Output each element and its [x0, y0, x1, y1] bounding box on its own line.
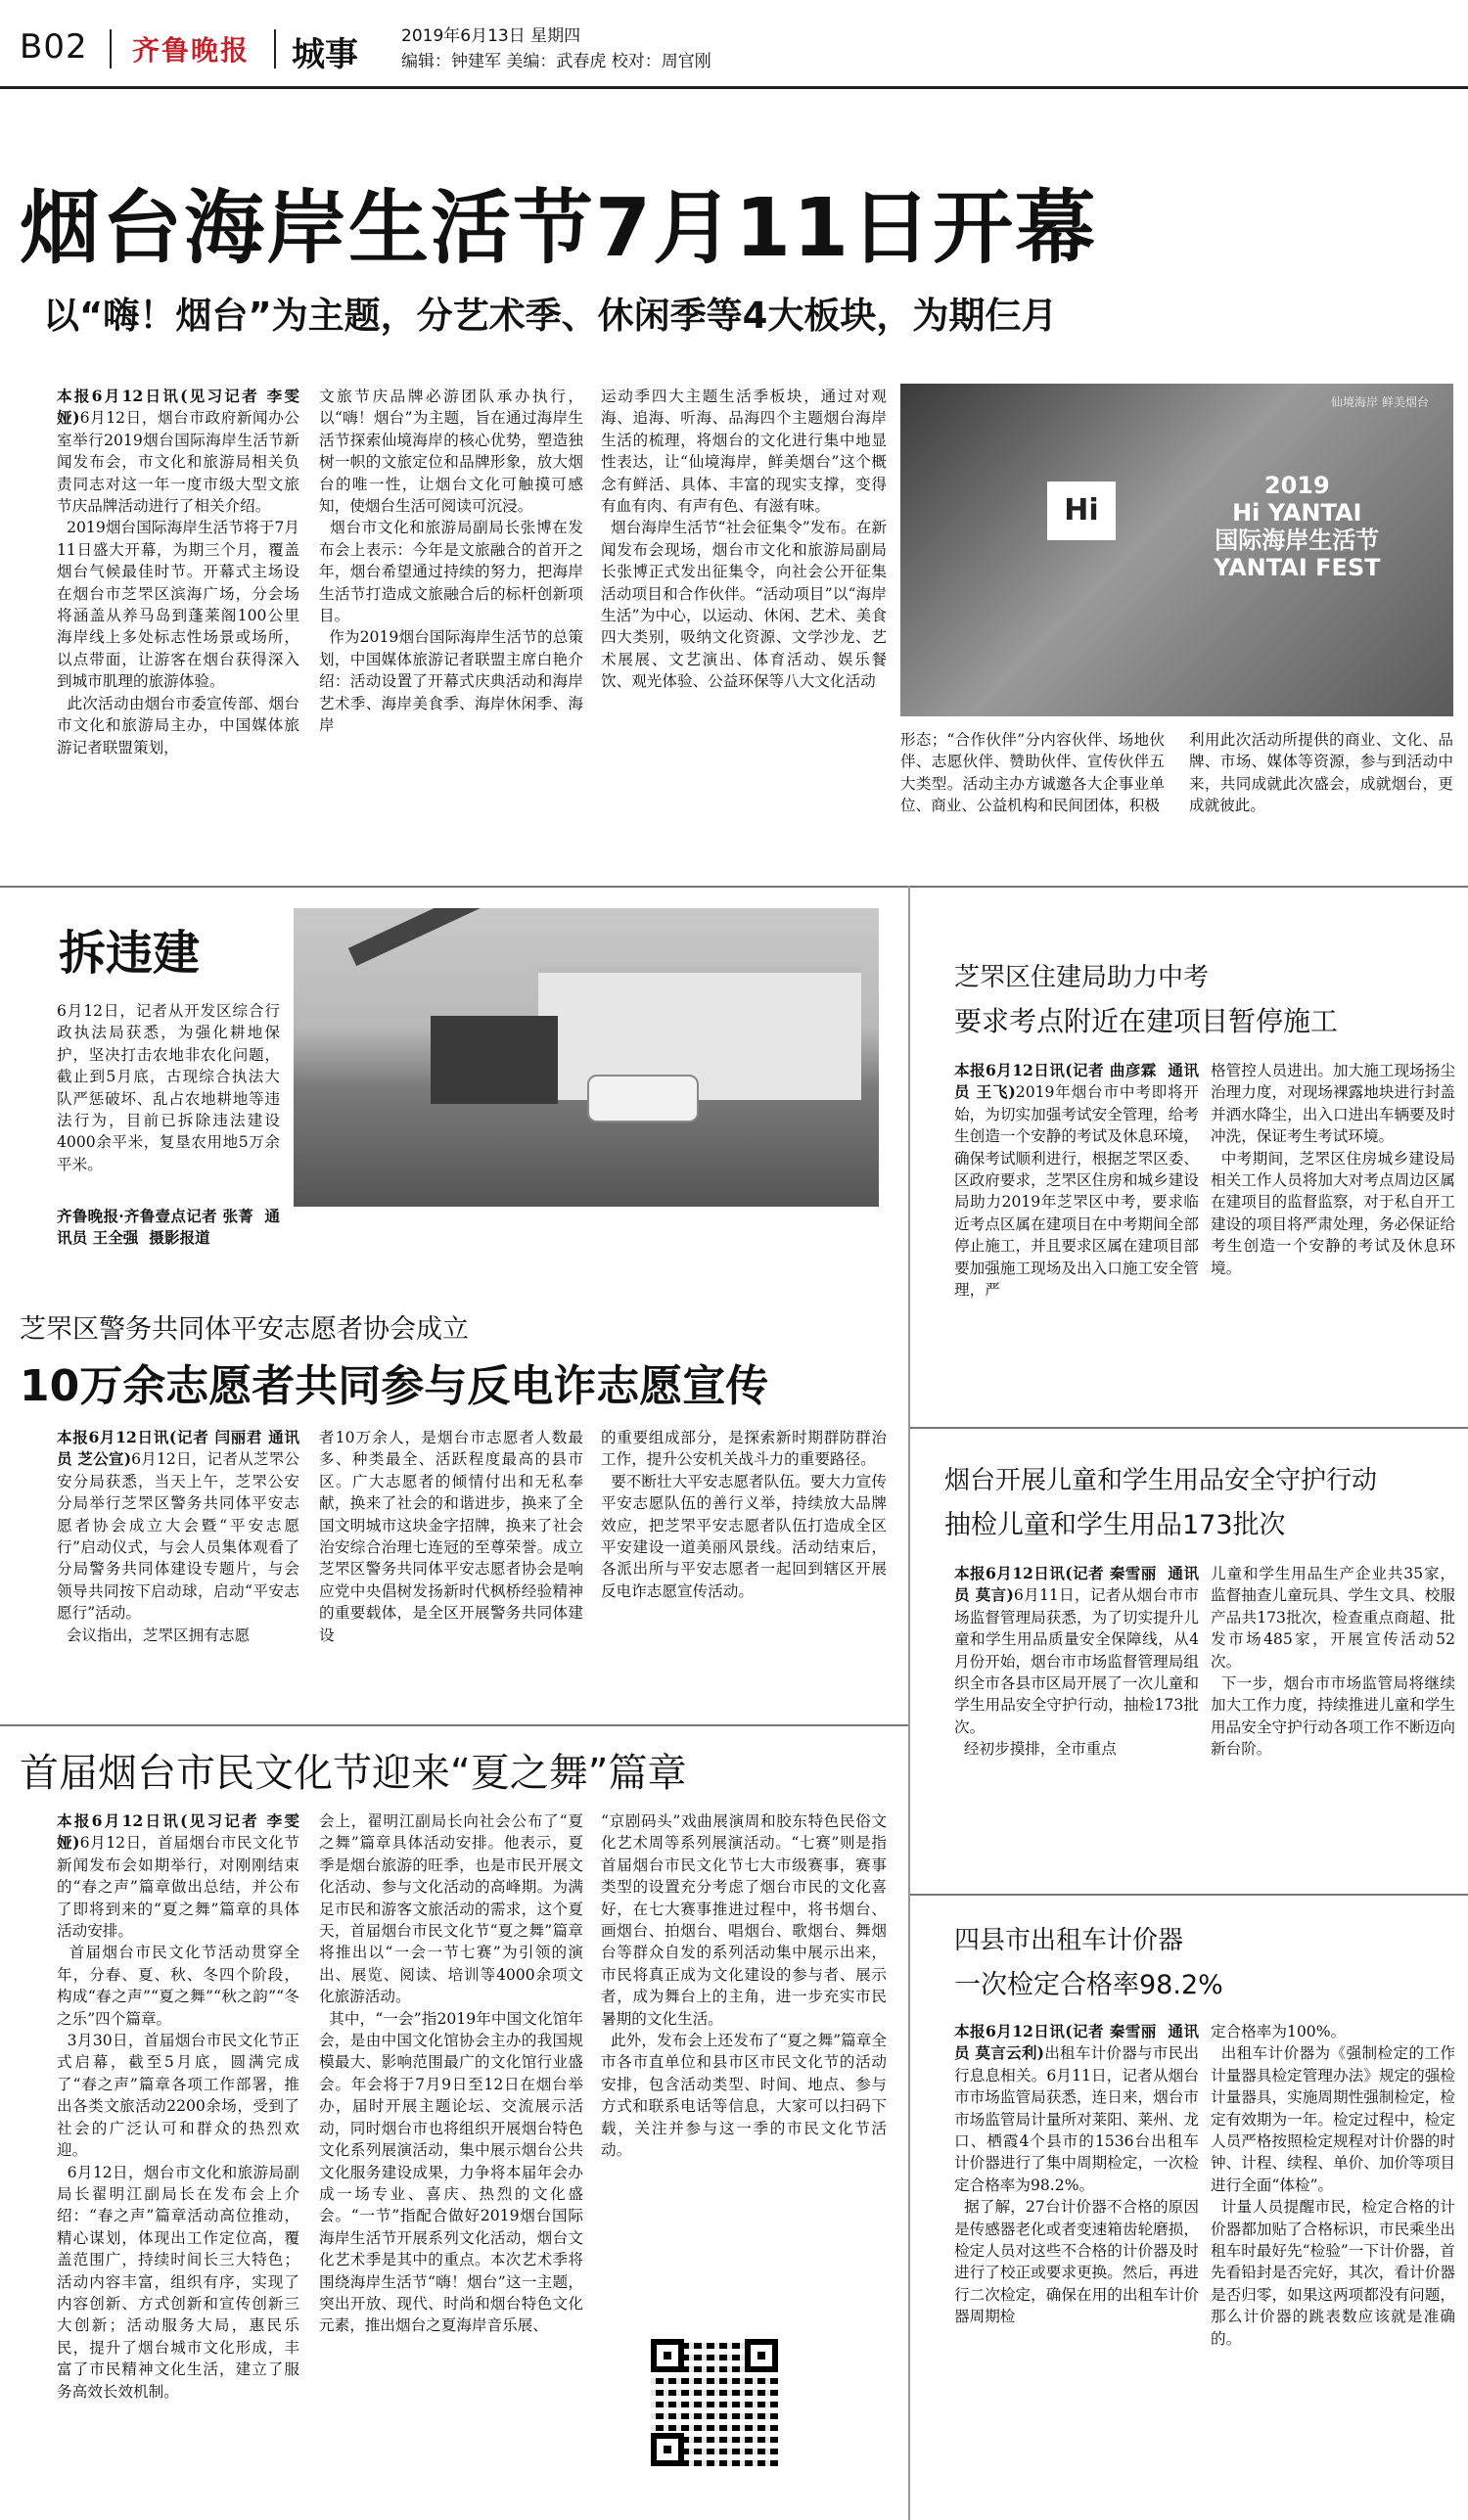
exam-column-2: 格管控人员进出。加大施工现场扬尘治理力度，对现场裸露地块进行封盖并洒水降尘，出入口进出车辆要及时冲洗，保证考生考试环境。 中考期间，芝罘区住房城乡建设局相关工作人员将加大对考点周边区属在建项目的监督监察，对于私自开工建设的项目将严肃处理，务必保证给考生创造一个安静的考试及休息环境。: [1211, 1062, 1455, 1277]
exam-column-1: [954, 1060, 1199, 1402]
qr-finder: [745, 2339, 778, 2372]
section-rule: [0, 886, 1468, 888]
culture-headline: 首届烟台市民文化节迎来“夏之舞”篇章: [20, 1751, 687, 1796]
lead-text-1: 6月12日，烟台市政府新闻办公室举行2019烟台国际海岸生活节新闻发布会，市文化和旅游局相关负责同志对这一年一度市级大型文旅节庆品牌活动进行了相关介绍。 2019烟台国际海岸生活节将于7月11日盛大开幕，为期三个月，覆盖烟台气候最佳时节。开幕式主场设在烟台市芝罘区滨海广场，分会场将涵盖从养马岛到蓬莱阁100公里海岸线上多处标志性场景或场所，以点带面，让游客在烟台获得深入到城市肌理的旅游体验。 此次活动由烟台市委宣传部、烟台市文化和旅游局主办，中国媒体旅游记者联盟策划，: [57, 409, 299, 756]
demolish-body: 6月12日，记者从开发区综合行政执法局获悉，为强化耕地保护，坚决打击农地非农化问题，截止到5月底，古现综合执法大队严惩破坏、乱占农地耕地等违法行为，目前已拆除违法建设4000余平米，复垦农用地5万余平米。: [57, 1002, 280, 1173]
culture-text-1: 6月12日，首届烟台市民文化节新闻发布会如期举行，对刚刚结束的“春之声”篇章做出总结，并公布了即将到来的“夏之舞”篇章的具体活动安排。 首届烟台市民文化节活动贯穿全年，分春、夏、秋、冬四个阶段，构成“春之声”“夏之舞”“秋之韵”“冬之乐”四个篇章。 3月30日，首届烟台市民文化节正式启幕，截至5月底，圆满完成了“春之声”篇章各项工作部署，推出各类文旅活动2200余场，受到了社会的广泛认可和群众的热烈欢迎。 6月12日，烟台市文化和旅游局副局长翟明江副局长在发布会上介绍：“春之声”篇章活动高位推动，精心谋划，体现出工作定位高，覆盖范围广，持续时间长三大特色；活动内容丰富，组织有序，实现了内容创新、方式创新和宣传创新三大创新；活动服务大局，惠民乐民，提升了烟台城市文化形成，丰富了市民精神文化生活，建立了服务高效长效机制。: [57, 1834, 299, 2401]
taxi-headline-1: 四县市出租车计价器: [954, 1926, 1184, 1955]
taxi-column-1: [954, 2021, 1199, 2510]
safety-column-1: [954, 1563, 1199, 1905]
section-rule: [910, 1427, 1468, 1429]
volunteer-kicker: 芝罘区警务共同体平安志愿者协会成立: [20, 1314, 469, 1345]
column-rule: [908, 886, 910, 2520]
section-rule: [910, 1894, 1468, 1896]
culture-column-3: “京剧码头”戏曲展演周和胶东特色民俗文化艺术周等系列展演活动。“七赛”则是指首届烟台市民文化节七大市级赛事，赛事类型的设置充分考虑了烟台市民的文化喜好，在七大赛事推进过程中，将书烟台、画烟台、拍烟台、唱烟台、歌烟台、舞烟台等群众自发的系列活动集中展示出来，市民将真正成为文化建设的参与者、展示者，成为舞台上的主角，进一步充实市民暑期的文化生活。 此外，发布会上还发布了“夏之舞”篇章全市各市直单位和县市区市民文化节的活动安排，包含活动类型、时间、地点、参与方式和联系电话等信息，大家可以扫码下载，关注并参与这一季的市民文化节活动。: [601, 1812, 887, 2160]
lead-column-5: 利用此次活动所提供的商业、文化、品牌、市场、媒体等资源，参与到活动中来，共同成就此次盛会，成就烟台，更成就彼此。: [1189, 731, 1453, 815]
volunteer-column-3: 的重要组成部分，是探索新时期群防群治工作，提升公安机关战斗力的重要路径。 要不断壮大平安志愿者队伍。要大力宣传平安志愿队伍的善行义举，持续放大品牌效应，把芝罘平安志愿者队伍打造成全区平安建设一道美丽风景线。活动结束后，各派出所与平安志愿者一起回到辖区开展反电诈志愿宣传活动。: [601, 1429, 887, 1600]
exam-byline: 本报6月12日讯(记者 曲彦霖 通讯员 王飞): [954, 1061, 1199, 1102]
safety-text-1: 6月11日，记者从烟台市市场监督管理局获悉，为了切实提升儿童和学生用品质量安全保障线，从4月份开始，烟台市市场监督管理局组织全市各县市区局开展了一次儿童和学生用品安全守护行动，抽检173批次。 经初步摸排，全市重点: [954, 1586, 1199, 1759]
lead-subheadline: 以“嗨！烟台”为主题，分艺术季、休闲季等4大板块，为期仨月: [43, 295, 1058, 337]
taxi-byline: 本报6月12日讯(记者 秦雪丽 通讯员 莫言云利): [954, 2022, 1199, 2063]
poster-en-title: YANTAI FEST: [1214, 554, 1381, 581]
qr-finder: [651, 2433, 684, 2466]
volunteer-text-1: 6月12日，记者从芝罘公安分局获悉，当天上午，芝罘公安分局举行芝罘区警务共同体平安志愿者协会成立大会暨“平安志愿行”启动仪式，与会人员集体观看了分局警务共同体建设专题片，与会领导共同按下启动球，启动“平安志愿行”活动。 会议指出，芝罘区拥有志愿: [57, 1450, 299, 1644]
section-rule: [0, 1724, 908, 1726]
page-number: B02: [20, 27, 88, 67]
qr-finder: [651, 2339, 684, 2372]
demolish-headline: 拆违建: [59, 926, 201, 981]
lead-column-4: 形态；“合作伙伴”分内容伙伴、场地伙伴、志愿伙伴、赞助伙伴、宣传伙伴五大类型。活动主办方诚邀各大企事业单位、商业、公益机构和民间团体，积极: [900, 731, 1165, 815]
lead-column-1: [57, 386, 299, 873]
section-name: 城事: [292, 35, 358, 74]
exam-text-1: 2019年烟台市中考即将开始，为切实加强考试安全管理，给考生创造一个安静的考试及休息环境，确保考试顺利进行，根据芝罘区委、区政府要求，芝罘区住房和城乡建设局助力2019年芝罘区中考，要求临近考点区属在建项目在中考期间全部停止施工，并且要求区属在建项目部要加强施工现场及出入口施工安全管理，严: [954, 1083, 1199, 1300]
culture-column-2: 会上，翟明江副局长向社会公布了“夏之舞”篇章具体活动安排。他表示，夏季是烟台旅游的旺季，也是市民开展文化活动、参与文化活动的高峰期。为满足市民和游客文旅活动的需求，这个夏天，首届烟台市民文化节“夏之舞”篇章将推出以“一会一节七赛”为引领的演出、展览、阅读、培训等4000余项文化旅游活动。 其中，“一会”指2019年中国文化馆年会，是由中国文化馆协会主办的我国规模最大、影响范围最广的文化馆行业盛会。年会将于7月9日至12日在烟台举办，届时开展主题论坛、交流展示活动，同时烟台市也将组织开展烟台特色文化系列展演活动，集中展示烟台公共文化服务建设成果，力争将本届年会办成一场专业、喜庆、热烈的文化盛会。“一节”指配合做好2019烟台国际海岸生活节开展系列文化活动，烟台文化艺术季是其中的重点。本次艺术季将围绕海岸生活节“嗨！烟台”这一主题，突出开放、现代、时尚和烟台特色文化元素，推出烟台之夏海岸音乐展、: [319, 1812, 583, 2335]
volunteer-headline: 10万余志愿者共同参与反电诈志愿宣传: [20, 1361, 769, 1411]
festival-poster: [900, 384, 1453, 716]
taxi-column-2: 定合格率为100%。 出租车计价器为《强制检定的工作计量器具检定管理办法》规定的强检计量器具，实施周期性强制检定，检定有效期为一年。检定过程中，检定人员严格按照检定规程对计价器的时钟、计程、续程、单价、加价等项目进行全面“体检”。 计量人员提醒市民，检定合格的计价器都加贴了合格标识，市民乘坐出租车时最好先“检验”一下计价器，首先看铅封是否完好，其次，看计价器是否归零，如果这两项都没有问题，那么计价器的跳表数应该就是准确的。: [1211, 2023, 1455, 2348]
poster-title: [1214, 472, 1381, 581]
photo-excavator-arm: [348, 908, 552, 966]
culture-column-1: [57, 1810, 299, 2510]
safety-headline-1: 烟台开展儿童和学生用品安全守护行动: [944, 1466, 1378, 1495]
lead-byline: 本报6月12日讯(见习记者 李雯娅): [57, 387, 299, 428]
exam-kicker: 芝罘区住建局助力中考: [954, 963, 1210, 992]
header-rule: [0, 86, 1468, 89]
poster-brand: Hi YANTAI: [1232, 499, 1362, 527]
volunteer-column-1: [57, 1427, 299, 1717]
demolish-credit: 齐鲁晚报·齐鲁壹点记者 张菁 通讯员 王全强 摄影报道: [57, 1207, 280, 1248]
demolition-photo: [294, 908, 879, 1207]
exam-headline: 要求考点附近在建项目暂停施工: [954, 1005, 1339, 1037]
header-divider: [110, 29, 112, 69]
safety-column-2: 儿童和学生用品生产企业共35家，监督抽查儿童玩具、学生文具、校服产品共173批次，检查重点商超、批发市场485家，开展宣传活动52次。 下一步，烟台市市场监管局将继续加大工作力度，持续推进儿童和学生用品安全守护行动各项工作不断迈向新台阶。: [1211, 1565, 1455, 1759]
header-divider: [274, 29, 276, 69]
volunteer-column-2: 者10万余人，是烟台市志愿者人数最多、种类最全、活跃程度最高的县市区。广大志愿者的倾情付出和无私奉献，换来了社会的和谐进步，换来了全国文明城市这块金字招牌，换来了社会治安综合治理七连冠的至尊荣誉。成立芝罘区警务共同体平安志愿者协会是响应党中央倡树发扬新时代枫桥经验精神的重要载体，是全区开展警务共同体建设: [319, 1429, 583, 1644]
safety-byline: 本报6月12日讯(记者 秦雪丽 通讯员 莫言): [954, 1564, 1199, 1605]
staff-credits: 编辑：钟建军 美编：武春虎 校对：周官刚: [401, 52, 711, 71]
header-meta: [401, 23, 711, 74]
photo-police-car: [587, 1075, 699, 1123]
poster-year: 2019: [1263, 472, 1330, 499]
poster-hi-badge: Hi: [1047, 481, 1116, 540]
photo-excavator-cab: [431, 1016, 558, 1104]
taxi-text-1: 出租车计价器与市民出行息息相关。6月11日，记者从烟台市市场监管局获悉，连日来，烟台市市场监管局计量所对莱阳、莱州、龙口、栖霞4个县市的1536台出租车计价器进行了集中周期检定，一次检定合格率为98.2%。 据了解，27台计价器不合格的原因是传感器老化或者变速箱齿轮磨损，检定人员对这些不合格的计价器及时进行了校正或要求更换。然后，再进行二次检定，确保在用的出租车计价器周期检: [954, 2044, 1199, 2326]
newspaper-logo: 齐鲁晚报: [132, 34, 251, 67]
safety-headline-2: 抽检儿童和学生用品173批次: [944, 1510, 1286, 1540]
culture-byline: 本报6月12日讯(见习记者 李雯娅): [57, 1811, 299, 1853]
taxi-headline-2: 一次检定合格率98.2%: [954, 1970, 1223, 2000]
volunteer-byline: 本报6月12日讯(记者 闫丽君 通讯员 芝公宣): [57, 1428, 299, 1469]
poster-logo: 仙境海岸 鲜美烟台: [1331, 395, 1429, 409]
photo-building: [538, 967, 861, 1100]
lead-column-3: 运动季四大主题生活季板块，通过对观海、追海、听海、品海四个主题烟台海岸生活的梳理，将烟台的文化进行集中地显性表达，让“仙境海岸，鲜美烟台”这个概念有鲜活、具体、丰富的现实支撑，变得有血有肉、有声有色、有滋有味。 烟台海岸生活节“社会征集令”发布。在新闻发布会现场，烟台市文化和旅游局副局长张博正式发出征集令，向社会公开征集活动项目和合作伙伴。“活动项目”以“海岸生活”为中心，以运动、休闲、艺术、美食四大类别，吸纳文化资源、文学沙龙、艺术展展、文艺演出、体育活动、娱乐餐饮、观光体验、公益环保等八大文化活动: [601, 388, 887, 691]
issue-date: 2019年6月13日 星期四: [401, 26, 581, 46]
lead-column-2: 文旅节庆品牌必游团队承办执行，以“嗨！烟台”为主题，旨在通过海岸生活节探索仙境海岸的核心优势，塑造独树一帜的文旅定位和品牌形象，放大烟台的唯一性，让烟台文化可触摸可感知，使烟台生活可阅读可沉浸。 烟台市文化和旅游局副局长张博在发布会上表示：今年是文旅融合的首开之年，烟台希望通过持续的努力，把海岸生活节打造成文旅融合后的标杆创新项目。 作为2019烟台国际海岸生活节的总策划，中国媒体旅游记者联盟主席白艳介绍：活动设置了开幕式庆典活动和海岸艺术季、海岸美食季、海岸休闲季、海岸: [319, 388, 583, 735]
poster-cn-title: 国际海岸生活节: [1215, 527, 1380, 554]
qr-code[interactable]: [651, 2339, 778, 2466]
lead-headline: 烟台海岸生活节7月11日开幕: [20, 182, 1098, 275]
